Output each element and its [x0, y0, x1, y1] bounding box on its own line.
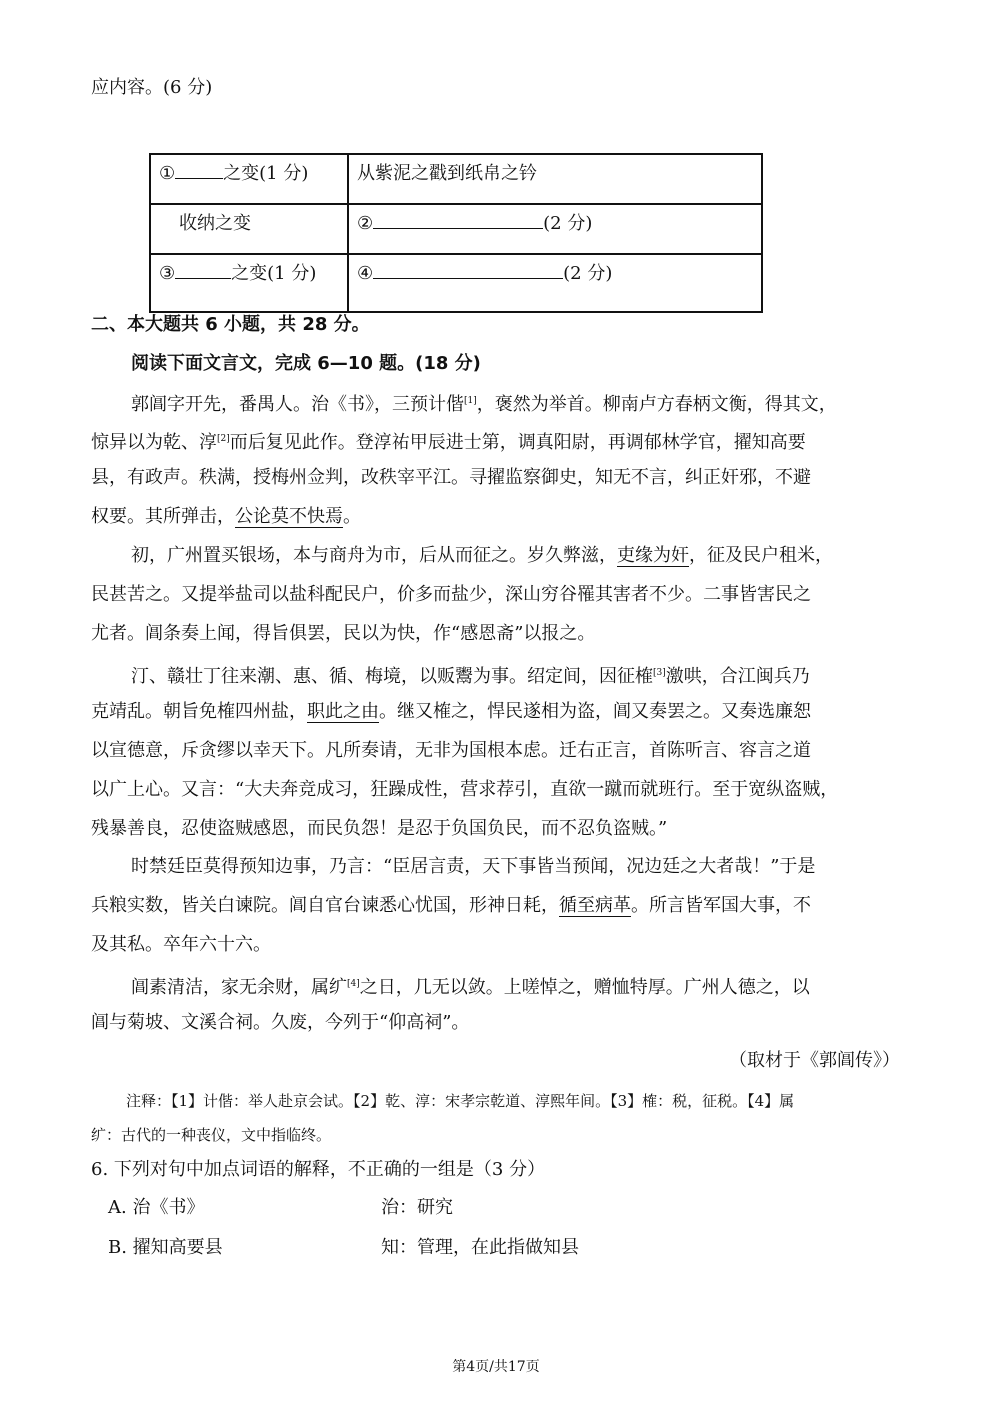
- option-b-gloss: 知：管理，在此指做知县: [381, 1237, 579, 1258]
- table-cell: 收纳之变: [150, 204, 348, 254]
- footnote-line: 注释：【1】计偕：举人赴京会试。【2】乾、淳：宋孝宗乾道、淳熙年间。【3】榷：税，征税。【4】属: [126, 1092, 795, 1110]
- passage-line: 民甚苦之。又提举盐司以盐科配民户，价多而盐少，深山穷谷罹其害者不少。二事皆害民之: [91, 584, 811, 605]
- passage-source: （取材于《郭阊传》）: [729, 1050, 900, 1071]
- answer-blank[interactable]: [175, 262, 231, 279]
- table-cell: ② (2 分): [348, 204, 762, 254]
- passage-line: 权要。其所弹击，公论莫不快焉。: [91, 506, 361, 527]
- passage-line: 郭阊字开先，番禺人。治《书》，三预计偕[1]，褒然为举首。柳南卢方春柄文衡，得其文，: [131, 394, 837, 415]
- passage-line: 兵粮实数，皆关白谏院。阊自官台谏悉心忧国，形神日耗，循至病革。所言皆军国大事，不: [91, 895, 811, 916]
- option-a[interactable]: A. 治《书》: [108, 1197, 205, 1218]
- underlined-phrase: 职此之由: [307, 701, 379, 722]
- underlined-phrase: 公论莫不快焉: [235, 506, 343, 527]
- passage-line: 以广上心。又言：“大夫奔竞成习，狂躁成性，营求荐引，直欲一蹴而就班行。至于宽纵盗贼，: [91, 779, 839, 800]
- table-cell: 从紫泥之戳到纸帛之钤: [348, 154, 762, 204]
- answer-blank[interactable]: [175, 162, 223, 179]
- passage-line: 初，广州置买银场，本与商舟为市，后从而征之。岁久弊滋，吏缘为奸，征及民户租米，: [131, 545, 833, 566]
- page-footer: 第4页/共17页: [452, 1359, 540, 1375]
- passage-line: 残暴善良，忍使盗贼感恩，而民负怨！是忍于负国负民，而不忍负盗贼。”: [91, 818, 668, 839]
- intro-line: 应内容。(6 分): [91, 77, 213, 98]
- option-b[interactable]: B. 擢知高要县: [108, 1237, 223, 1258]
- answer-blank[interactable]: [373, 212, 543, 229]
- question-stem: 6. 下列对句中加点词语的解释，不正确的一组是（3 分）: [91, 1159, 546, 1180]
- passage-line: 阊与菊坡、文溪合祠。久废，今列于“仰高祠”。: [91, 1012, 470, 1033]
- table-cell: ③ 之变(1 分): [150, 254, 348, 312]
- passage-line: 惊异以为乾、淳[2]而后复见此作。登淳祐甲辰进士第，调真阳尉，再调郁林学官，擢知高要: [91, 432, 806, 453]
- answer-table: [149, 153, 763, 313]
- reading-instruction: 阅读下面文言文，完成 6—10 题。(18 分): [131, 353, 481, 374]
- footnote-line: 纩：古代的一种丧仪，文中指临终。: [91, 1126, 332, 1144]
- passage-line: 尤者。阊条奏上闻，得旨俱罢，民以为快，作“感恩斋”以报之。: [91, 623, 596, 644]
- table-cell: ① 之变(1 分): [150, 154, 348, 204]
- section-heading: 二、本大题共 6 小题，共 28 分。: [91, 314, 370, 335]
- answer-blank[interactable]: [373, 262, 563, 279]
- passage-line: 汀、赣壮丁往来潮、惠、循、梅境，以贩鬻为事。绍定间，因征榷[3]激哄，合江闽兵乃: [131, 666, 810, 687]
- option-a-gloss: 治：研究: [381, 1197, 453, 1218]
- passage-line: 及其私。卒年六十六。: [91, 934, 271, 955]
- passage-line: 以宣德意，斥贪缪以幸天下。凡所奏请，无非为国根本虑。迁右正言，首陈听言、容言之道: [91, 740, 811, 761]
- passage-line: 县，有政声。秩满，授梅州佥判，改秩宰平江。寻擢监察御史，知无不言，纠正奸邪，不避: [91, 467, 811, 488]
- passage-line: 时禁廷臣莫得预知边事，乃言：“臣居言责，天下事皆当预闻，况边廷之大者哉！”于是: [131, 856, 816, 877]
- underlined-phrase: 吏缘为奸: [617, 545, 689, 566]
- passage-line: 克靖乱。朝旨免榷四州盐，职此之由。继又榷之，悍民遂相为盗，阊又奏罢之。又奏选廉恕: [91, 701, 811, 722]
- passage-line: 阊素清洁，家无余财，属纩[4]之日，几无以敛。上嗟悼之，赠恤特厚。广州人德之，以: [131, 977, 810, 998]
- table-cell: ④ (2 分): [348, 254, 762, 312]
- underlined-phrase: 循至病革: [559, 895, 631, 916]
